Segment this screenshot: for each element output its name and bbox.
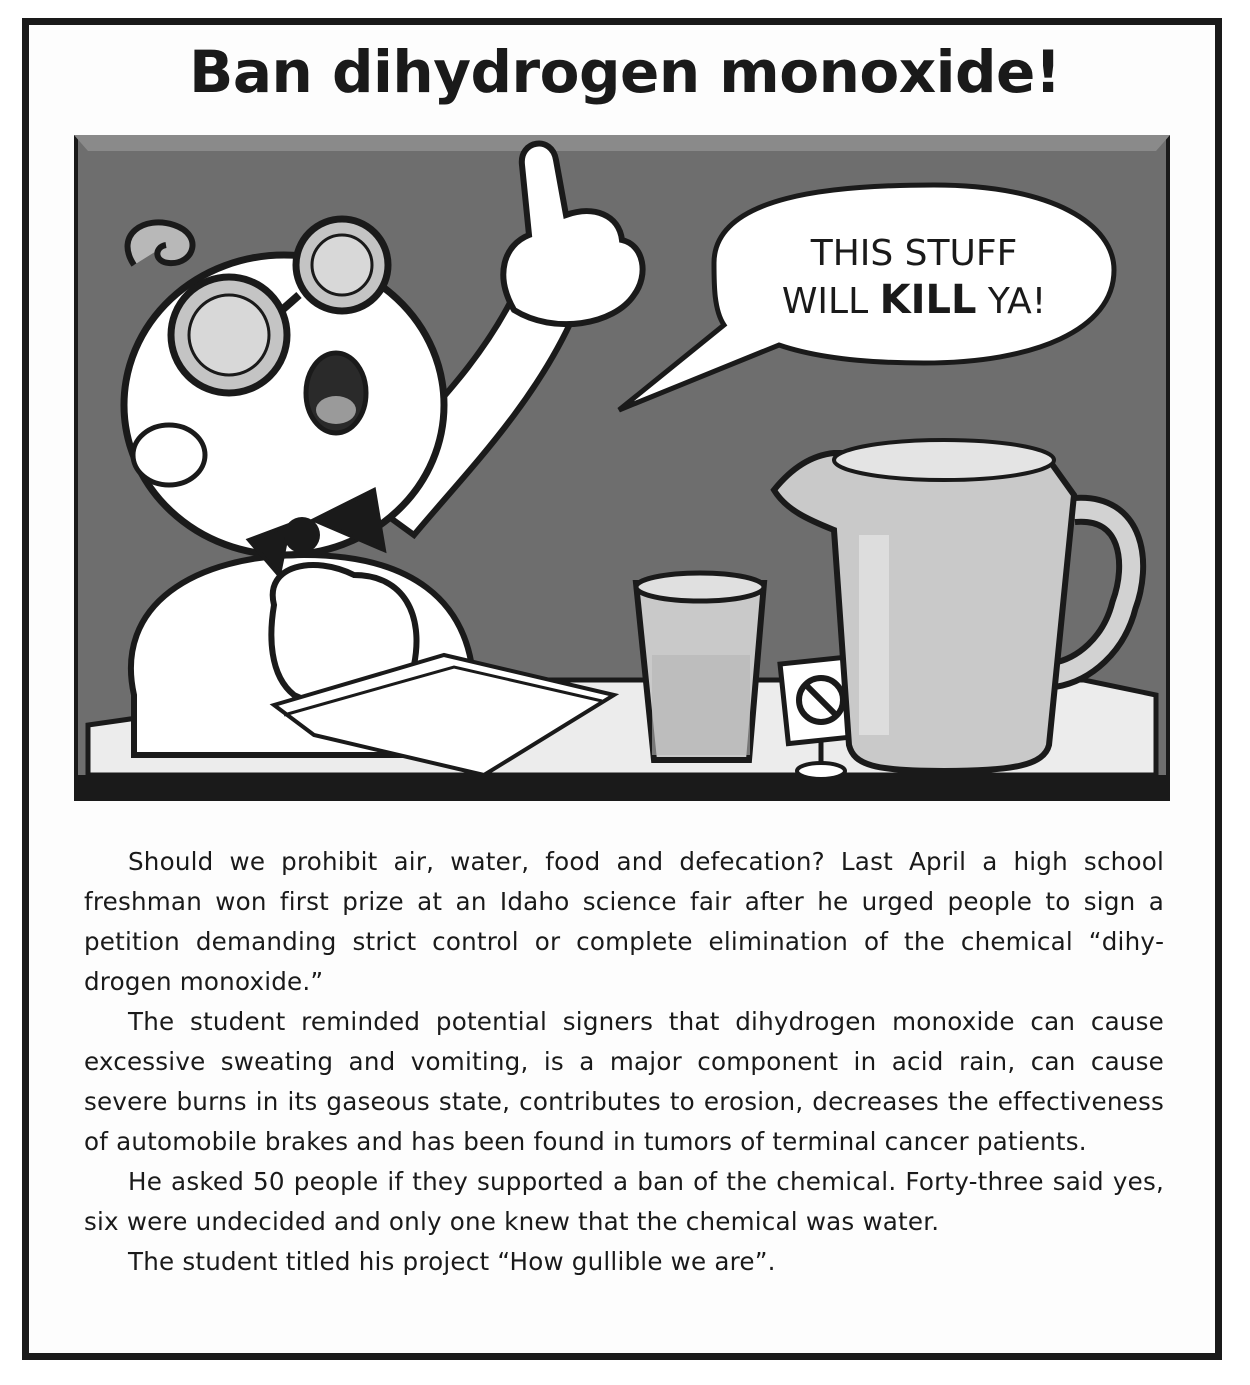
article-paragraph: Should we prohibit air, water, food and defecation? Last April a high school freshman won first prize at an Idaho science fair after he urged people to sign a petition demanding strict control or complete elimination of the chemical “dihydrogen monoxide.” — [84, 847, 1164, 996]
water-glass — [636, 573, 764, 760]
bubble-line-1: THIS STUFF — [810, 233, 1018, 274]
character-head — [124, 255, 444, 555]
bubble-emphasis: KILL — [879, 277, 977, 323]
article-body — [84, 842, 1164, 1282]
article-paragraph: The student titled his project “How gullible we are”. — [128, 1247, 776, 1276]
cartoon-illustration — [74, 135, 1170, 801]
page-title: Ban dihydrogen monoxide! — [189, 38, 1061, 106]
article-paragraph: He asked 50 people if they supported a ban of the chemical. Forty-three said yes, six were undecided and only one knew that the chemical was water. — [84, 1167, 1164, 1236]
bubble-line-2: WILL KILL YA! — [781, 277, 1047, 323]
article-paragraph: The student reminded potential signers that dihydrogen monoxide can cause excessive sweating and vomiting, is a major component in acid rain, can cause severe burns in its gaseous state, contributes to erosion, decreases the effectiveness of automobile brakes and has been found in tumors of terminal cancer patients. — [84, 1007, 1164, 1156]
